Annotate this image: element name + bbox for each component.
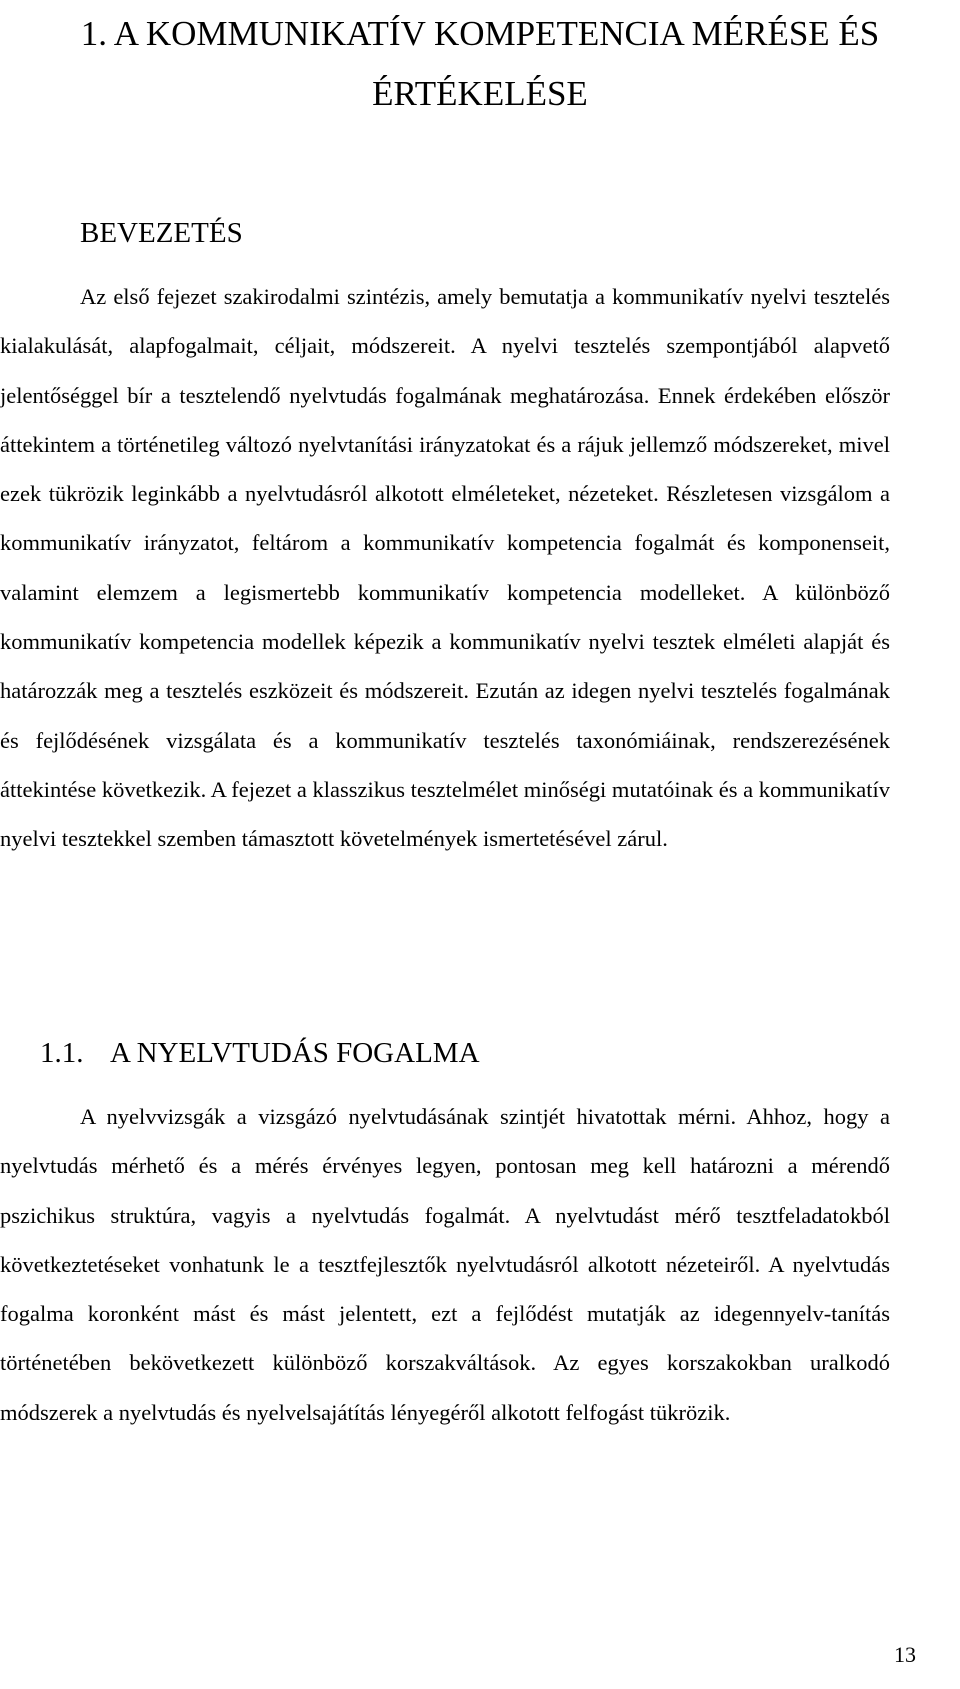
section-1-1-number: 1.1. bbox=[40, 1037, 84, 1069]
page-number: 13 bbox=[894, 1642, 916, 1667]
chapter-title-line-2: ÉRTÉKELÉSE bbox=[372, 74, 588, 113]
intro-heading: BEVEZETÉS bbox=[80, 217, 243, 249]
section-1-1-paragraph: A nyelvvizsgák a vizsgázó nyelvtudásának szintjét hivatottak mérni. Ahhoz, hogy a nyelvtudás mérhető és a mérés érvényes legyen, pontosan meg kell határozni a mérendő pszichikus struktúra, vagyis a nyelvtudás fogalmát. A nyelvtudást mérő tesztfeladatokból következtetéseket vonhatunk le a tesztfejlesztők nyelvtudásról alkotott nézeteiről. A nyelvtudás fogalma koronként mást és mást jelentett, ezt a fejlődést mutatják az idegennyelv-tanítás történetében bekövetkezett különböző korszakváltások. Az egyes korszakokban uralkodó módszerek a nyelvtudás és nyelvelsajátítás lényegéről alkotott felfogást tükrözik. bbox=[0, 1104, 890, 1425]
chapter-title-line-1: 1. A KOMMUNIKATÍV KOMPETENCIA MÉRÉSE ÉS bbox=[80, 14, 880, 53]
intro-paragraph: Az első fejezet szakirodalmi szintézis, amely bemutatja a kommunikatív nyelvi tesztelés kialakulását, alapfogalmait, céljait, módszereit. A nyelvi tesztelés szempontjából alapvető jelentőséggel bír a tesztelendő nyelvtudás fogalmának meghatározása. Ennek érdekében először áttekintem a történetileg változó nyelvtanítási irányzatokat és a rájuk jellemző módszereket, mivel ezek tükrözik leginkább a nyelvtudásról alkotott elméleteket, nézeteket. Részletesen vizsgálom a kommunikatív irányzatot, feltárom a kommunikatív kompetencia fogalmát és komponenseit, valamint elemzem a legismertebb kommunikatív kompetencia modelleket. A különböző kommunikatív kompetencia modellek képezik a kommunikatív nyelvi tesztek elméleti alapját és határozzák meg a tesztelés eszközeit és módszereit. Ezután az idegen nyelvi tesztelés fogalmának és fejlődésének vizsgálata és a kommunikatív tesztelés taxonómiáinak, rendszerezésének áttekintése következik. A fejezet a klasszikus tesztelmélet minőségi mutatóinak és a kommunikatív nyelvi tesztekkel szemben támasztott követelmények ismertetésével zárul. bbox=[0, 284, 890, 852]
section-1-1-title: A NYELVTUDÁS FOGALMA bbox=[110, 1037, 480, 1069]
section-1-1-heading bbox=[40, 1033, 480, 1073]
chapter-title bbox=[0, 4, 960, 124]
